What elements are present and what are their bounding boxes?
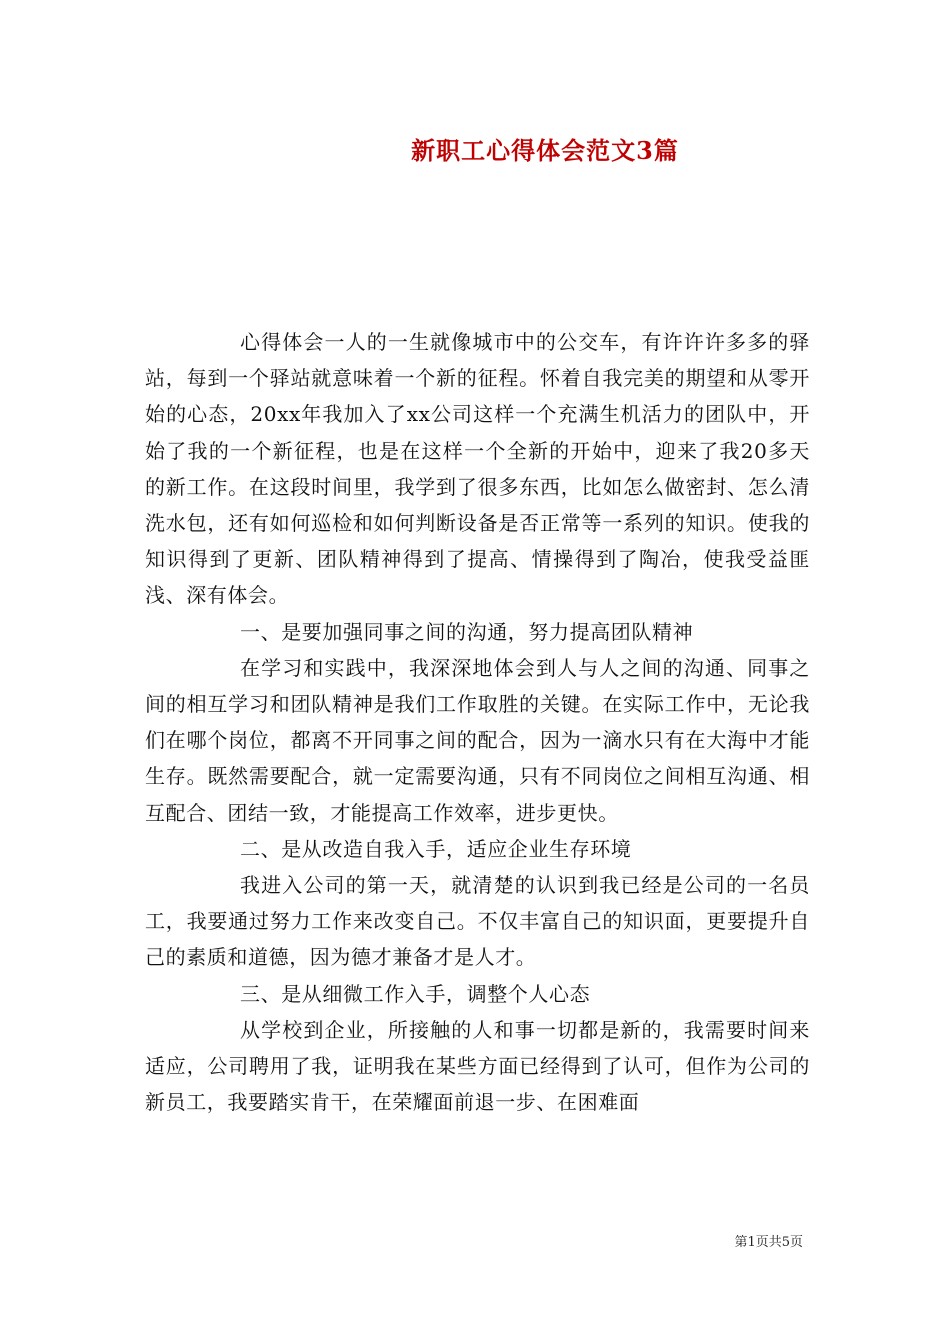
document-title: 新职工心得体会范文3篇 xyxy=(411,136,679,165)
section-heading-1: 一、是要加强同事之间的沟通，努力提高团队精神 xyxy=(240,619,694,644)
paragraph-intro: 心得体会一人的一生就像城市中的公交车，有许许许多多的驿站，每到一个驿站就意味着一个新的征程。怀着自我完美的期望和从零开始的心态，20xx年我加入了xx公司这样一个充满生机活力的团队中，开始了我的一个新征程，也是在这样一个全新的开始中，迎来了我20多天的新工作。在这段时间里，我学到了很多东西，比如怎么做密封、怎么清洗水包，还有如何巡检和如何判断设备是否正常等一系列的知识。使我的知识得到了更新、团队精神得到了提高、情操得到了陶冶，使我受益匪浅、深有体会。 xyxy=(145,330,810,608)
document-body xyxy=(145,324,810,1120)
paragraph-section-2: 我进入公司的第一天，就清楚的认识到我已经是公司的一名员工，我要通过努力工作来改变自己。不仅丰富自己的知识面，更要提升自己的素质和道德，因为德才兼备才是人才。 xyxy=(145,873,810,970)
paragraph-section-3: 从学校到企业，所接触的人和事一切都是新的，我需要时间来适应，公司聘用了我，证明我在某些方面已经得到了认可，但作为公司的新员工，我要踏实肯干，在荣耀面前退一步、在困难面 xyxy=(145,1017,810,1115)
paragraph-section-1: 在学习和实践中，我深深地体会到人与人之间的沟通、同事之间的相互学习和团队精神是我们工作取胜的关键。在实际工作中，无论我们在哪个岗位，都离不开同事之间的配合，因为一滴水只有在大海中才能生存。既然需要配合，就一定需要沟通，只有不同岗位之间相互沟通、相互配合、团结一致，才能提高工作效率，进步更快。 xyxy=(145,655,810,825)
page-number-footer: 第1页共5页 xyxy=(734,1235,803,1250)
section-heading-3: 三、是从细微工作入手，调整个人心态 xyxy=(240,981,591,1006)
section-heading-2: 二、是从改造自我入手，适应企业生存环境 xyxy=(240,836,632,861)
